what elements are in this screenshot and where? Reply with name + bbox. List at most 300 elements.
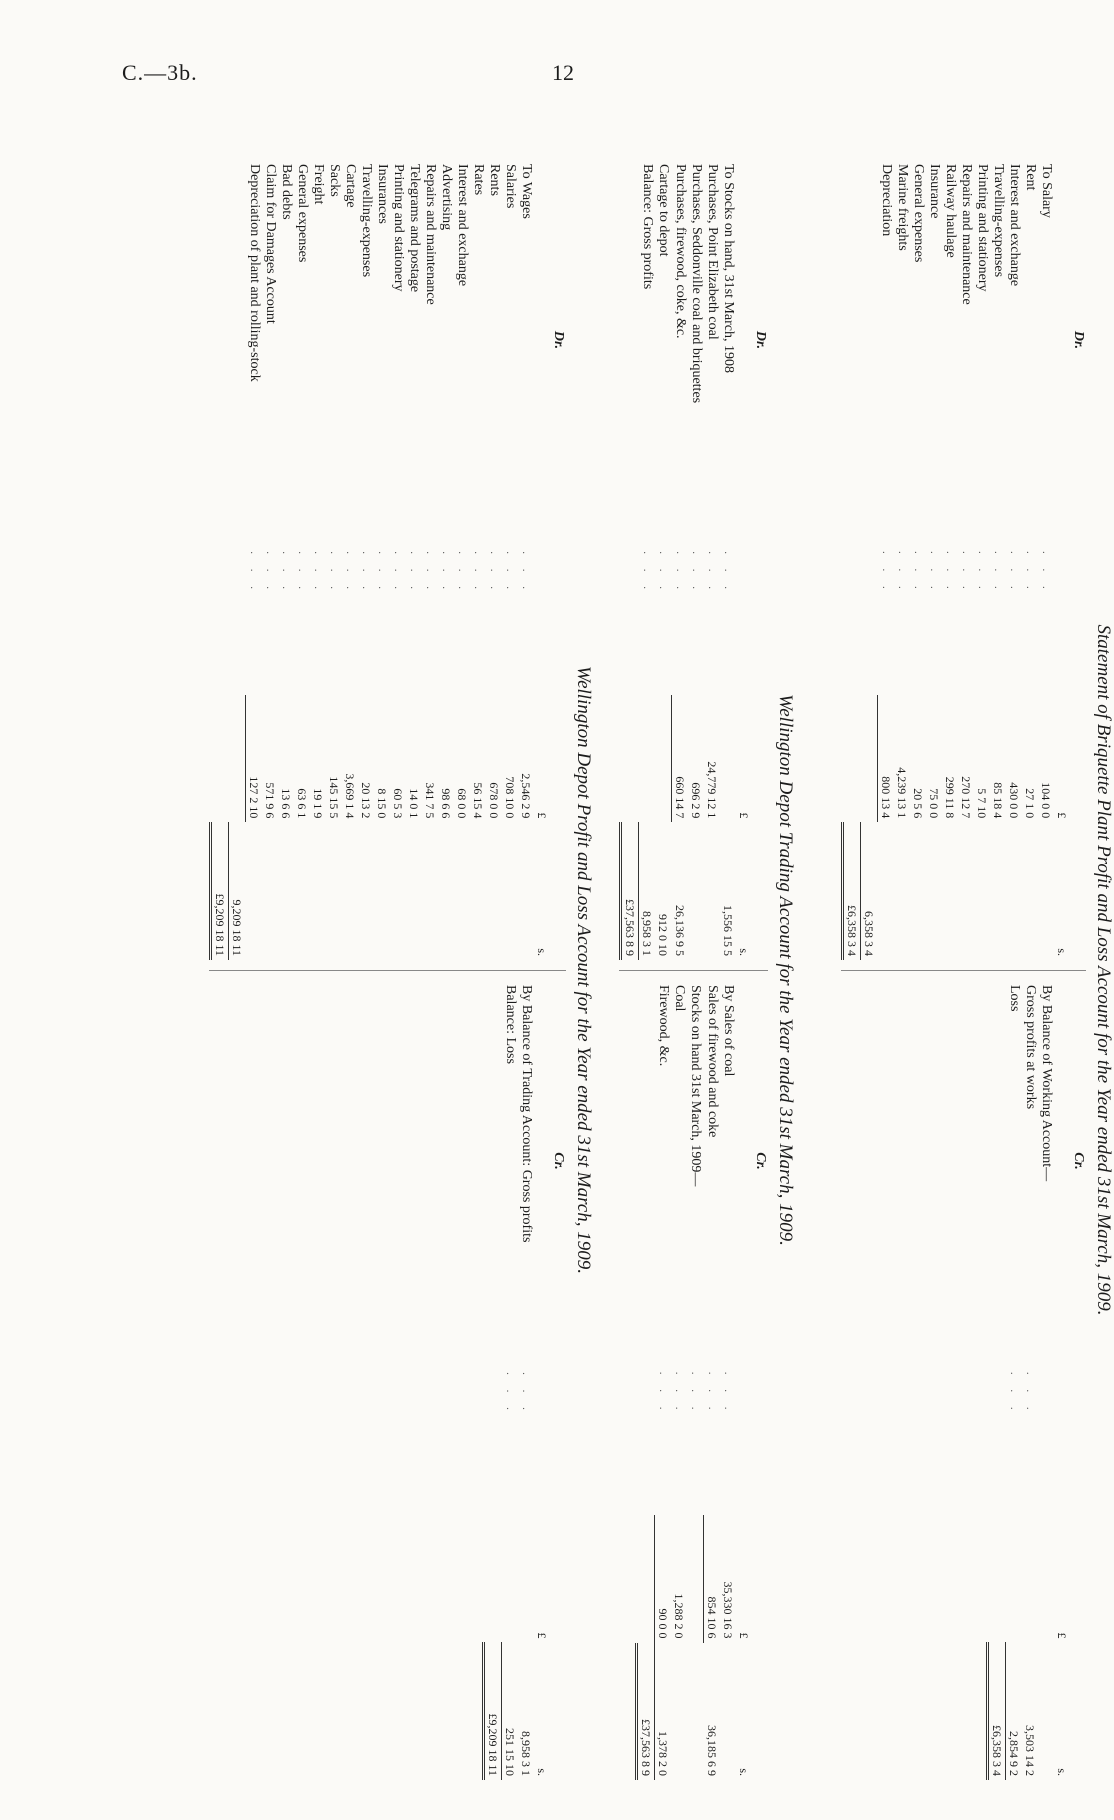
entry-label: Firewood, &c. bbox=[655, 985, 671, 1067]
entry-label: Insurance bbox=[927, 164, 942, 219]
table-row bbox=[229, 160, 246, 960]
leader-dots: . . . bbox=[392, 551, 404, 595]
entry-label: Rates bbox=[471, 164, 486, 196]
leader-dots: . . . bbox=[296, 551, 308, 595]
entry-amount bbox=[687, 1515, 704, 1643]
table-row bbox=[342, 160, 358, 960]
table-row bbox=[843, 160, 861, 960]
trading-debit-table bbox=[619, 160, 752, 960]
entry-extended-amount: 1,378 2 0 bbox=[656, 1731, 670, 1776]
entry-amount bbox=[655, 695, 672, 823]
leader-dots: . . . bbox=[960, 551, 972, 595]
table-row bbox=[704, 160, 720, 960]
blank-cell bbox=[484, 981, 502, 1368]
entry-amount: 63 6 1 bbox=[295, 788, 309, 819]
leader-dots: . . . bbox=[976, 551, 988, 595]
blank-cell bbox=[294, 822, 310, 960]
blank-cell bbox=[1038, 1515, 1054, 1642]
table-row bbox=[621, 160, 639, 960]
table-row bbox=[910, 160, 926, 960]
entry-amount: 24,779 12 1 bbox=[705, 761, 719, 819]
entry-label: General expenses bbox=[295, 164, 310, 263]
table-row bbox=[926, 160, 942, 960]
leader-dots: . . . bbox=[312, 551, 324, 595]
entry-amount: 430 0 0 bbox=[1007, 782, 1021, 819]
blank-cell bbox=[342, 822, 358, 960]
currency-header-units: s. bbox=[1055, 948, 1069, 956]
leader-dots: . . . bbox=[503, 1372, 516, 1416]
entry-amount: 270 12 7 bbox=[959, 776, 973, 819]
blank-cell bbox=[454, 822, 470, 960]
currency-header: £ bbox=[1055, 1632, 1069, 1639]
currency-header-units: s. bbox=[1055, 1768, 1069, 1776]
blank-cell bbox=[1054, 1368, 1070, 1515]
entry-amount: 4,239 13 1 bbox=[895, 767, 909, 819]
table-row bbox=[1038, 160, 1054, 960]
entry-amount: 56 15 4 bbox=[471, 782, 485, 819]
table-row bbox=[326, 160, 342, 960]
entry-amount: 127 2 10 bbox=[246, 695, 263, 823]
leader-dots: . . . bbox=[424, 551, 436, 595]
entry-label: Balance: Gross profits bbox=[639, 164, 655, 290]
pl-cr-label: Cr. bbox=[551, 1152, 566, 1170]
blank-cell bbox=[988, 1515, 1006, 1642]
entry-amount: 2,546 2 9 bbox=[519, 773, 533, 819]
table-row bbox=[671, 981, 687, 1780]
leader-dots: . . . bbox=[360, 551, 372, 595]
entry-extended-amount bbox=[688, 822, 704, 960]
blank-cell bbox=[484, 1515, 502, 1642]
blank-cell bbox=[374, 822, 390, 960]
blank-cell bbox=[310, 822, 326, 960]
entry-extended-amount: 8,958 3 1 bbox=[640, 911, 654, 956]
blank-cell bbox=[974, 822, 990, 960]
blank-cell bbox=[988, 1368, 1006, 1515]
leader-dots: . . . bbox=[328, 551, 340, 595]
subtotal-amount: 9,209 18 11 bbox=[230, 899, 245, 956]
blank-cell bbox=[1038, 822, 1054, 960]
currency-header: £ bbox=[737, 1632, 751, 1639]
blank-cell bbox=[861, 547, 878, 695]
table-row bbox=[655, 160, 672, 960]
blank-cell bbox=[486, 822, 502, 960]
entry-amount: 8 15 0 bbox=[375, 788, 389, 819]
blank-cell bbox=[390, 822, 406, 960]
blank-cell bbox=[484, 1368, 502, 1515]
total-amount: £9,209 18 11 bbox=[484, 1642, 502, 1780]
blank-cell bbox=[1054, 160, 1070, 547]
table-row bbox=[438, 160, 454, 960]
blank-cell bbox=[470, 822, 486, 960]
leader-dots: . . . bbox=[376, 551, 388, 595]
blank-cell bbox=[358, 822, 374, 960]
table-row bbox=[894, 160, 910, 960]
blank-cell bbox=[843, 160, 861, 547]
leader-dots: . . . bbox=[504, 551, 516, 595]
leader-dots: . . . bbox=[472, 551, 484, 595]
blank-cell bbox=[1006, 822, 1022, 960]
table-row bbox=[518, 981, 534, 1780]
table-row bbox=[211, 160, 229, 960]
blank-cell bbox=[406, 822, 422, 960]
pl-dr-label: Dr. bbox=[551, 330, 566, 350]
briquette-credit-table bbox=[986, 981, 1070, 1780]
entry-extended-amount: 26,136 9 5 bbox=[672, 905, 687, 956]
blank-cell bbox=[1038, 1368, 1054, 1515]
leader-dots: . . . bbox=[264, 551, 276, 595]
blank-cell bbox=[637, 1368, 655, 1515]
entry-amount: 660 14 7 bbox=[672, 695, 689, 823]
leader-dots: . . . bbox=[992, 551, 1004, 595]
blank-cell bbox=[534, 1368, 550, 1515]
entry-amount: 854 10 6 bbox=[704, 1515, 721, 1643]
entry-extended-amount: 1,556 15 5 bbox=[721, 905, 735, 956]
leader-dots: . . . bbox=[1024, 1371, 1036, 1416]
blank-cell bbox=[861, 160, 878, 547]
entry-label: Insurances bbox=[375, 164, 390, 224]
table-row bbox=[958, 160, 974, 960]
blank-cell bbox=[621, 547, 639, 694]
trading-section bbox=[619, 160, 796, 1780]
leader-dots: . . . bbox=[706, 551, 718, 595]
table-row bbox=[358, 160, 374, 960]
total-amount: £6,358 3 4 bbox=[988, 1642, 1006, 1780]
table-row bbox=[278, 160, 294, 960]
leader-dots: . . . bbox=[640, 551, 653, 595]
entry-label: By Balance of Trading Account: Gross profits bbox=[519, 985, 534, 1243]
blank-cell bbox=[438, 822, 454, 960]
blank-cell bbox=[736, 160, 752, 547]
leader-dots: . . . bbox=[896, 551, 908, 595]
entry-amount: 20 13 2 bbox=[359, 782, 373, 819]
entry-label: Sacks bbox=[327, 164, 342, 197]
blank-cell bbox=[1006, 1515, 1023, 1642]
entry-label: Depreciation of plant and rolling-stock bbox=[246, 164, 262, 382]
entry-label: To Salary bbox=[1039, 164, 1054, 218]
table-row bbox=[655, 981, 672, 1780]
entry-extended-amount bbox=[687, 1643, 704, 1780]
leader-dots: . . . bbox=[689, 1371, 702, 1416]
table-row bbox=[294, 160, 310, 960]
table-row bbox=[534, 981, 550, 1780]
document-code: C.—3b. bbox=[122, 60, 198, 85]
blank-cell bbox=[910, 822, 926, 960]
table-row bbox=[1006, 981, 1023, 1780]
entry-amount: 35,330 16 3 bbox=[721, 1581, 735, 1639]
entry-label: Printing and stationery bbox=[975, 164, 990, 292]
blank-cell bbox=[211, 695, 229, 823]
blank-cell bbox=[229, 547, 246, 695]
entry-amount: 104 0 0 bbox=[1039, 782, 1053, 819]
entry-label: Purchases, Seddonville coal and briquettes bbox=[689, 164, 704, 404]
entry-label: Salaries bbox=[503, 164, 518, 209]
entry-amount: 5 7 10 bbox=[975, 788, 989, 819]
entry-label: Rents bbox=[487, 164, 502, 196]
leader-dots: . . . bbox=[705, 1371, 718, 1416]
table-row bbox=[246, 160, 263, 960]
entry-amount: 1,288 2 0 bbox=[672, 1593, 686, 1639]
total-amount: £37,563 8 9 bbox=[621, 822, 639, 960]
table-row bbox=[1022, 981, 1038, 1780]
blank-cell bbox=[637, 981, 655, 1368]
entry-amount: 299 11 8 bbox=[943, 776, 957, 819]
briquette-title: Statement of Briquette Plant Profit and Loss Account for the Year ended 31st March, 1909. bbox=[1093, 624, 1114, 1316]
blank-cell bbox=[534, 160, 550, 547]
trading-cr-label: Cr. bbox=[753, 1152, 768, 1170]
entry-label: Claim for Damages Account bbox=[263, 164, 278, 324]
entry-label: Travelling-expenses bbox=[991, 164, 1006, 278]
table-row bbox=[687, 981, 704, 1780]
entry-label: Interest and exchange bbox=[1007, 164, 1022, 287]
leader-dots: . . . bbox=[673, 1371, 685, 1416]
leader-dots: . . . bbox=[657, 551, 670, 595]
blank-cell bbox=[990, 822, 1006, 960]
entry-label: Bad debts bbox=[279, 164, 294, 220]
entry-heading: By Balance of Working Account— bbox=[1039, 985, 1054, 1182]
currency-header-units: s. bbox=[535, 948, 549, 956]
entry-amount: 8,958 3 1 bbox=[519, 1731, 533, 1776]
blank-cell bbox=[958, 822, 974, 960]
pl-section bbox=[210, 160, 595, 1780]
leader-dots: . . . bbox=[912, 551, 924, 595]
pl-debit-side bbox=[210, 160, 567, 970]
entry-amount: 98 6 6 bbox=[439, 788, 453, 819]
entry-label: Marine freights bbox=[895, 164, 910, 251]
table-row bbox=[406, 160, 422, 960]
entry-label: Interest and exchange bbox=[455, 164, 470, 287]
pl-credit-table bbox=[482, 981, 550, 1780]
table-row bbox=[974, 160, 990, 960]
currency-header-units: s. bbox=[737, 1768, 751, 1776]
briquette-cr-label: Cr. bbox=[1071, 1152, 1086, 1170]
entry-label: Travelling-expenses bbox=[359, 164, 374, 278]
blank-cell bbox=[1022, 822, 1038, 960]
table-row bbox=[534, 160, 550, 960]
entry-amount: 90 0 0 bbox=[655, 1515, 672, 1643]
blank-cell bbox=[326, 822, 342, 960]
leader-dots: . . . bbox=[656, 1371, 669, 1416]
table-row bbox=[1038, 981, 1054, 1780]
entry-extended-amount: 912 0 10 bbox=[656, 914, 671, 956]
table-row bbox=[988, 981, 1006, 1780]
trading-credit-table bbox=[635, 981, 752, 1780]
entry-amount bbox=[720, 695, 736, 823]
leader-dots: . . . bbox=[280, 551, 292, 595]
leader-dots: . . . bbox=[520, 1372, 532, 1416]
table-row bbox=[736, 981, 752, 1780]
blank-cell bbox=[926, 822, 942, 960]
blank-cell bbox=[246, 822, 263, 960]
trading-dr-label: Dr. bbox=[753, 330, 768, 350]
table-row bbox=[720, 981, 736, 1780]
table-row bbox=[990, 160, 1006, 960]
blank-cell bbox=[211, 160, 229, 547]
entry-label: General expenses bbox=[911, 164, 926, 263]
table-row bbox=[374, 160, 390, 960]
entry-label: Freight bbox=[311, 164, 326, 205]
table-row bbox=[688, 160, 704, 960]
table-row bbox=[518, 160, 534, 960]
briquette-debit-table bbox=[842, 160, 1071, 960]
entry-amount: 145 15 5 bbox=[327, 776, 341, 819]
table-row bbox=[484, 981, 502, 1780]
blank-cell bbox=[262, 822, 278, 960]
leader-dots: . . . bbox=[408, 551, 420, 595]
entry-label: Sales of firewood and coke bbox=[704, 985, 720, 1138]
blank-cell bbox=[534, 547, 550, 695]
entry-label: Depreciation bbox=[878, 164, 894, 237]
table-row bbox=[502, 160, 518, 960]
entry-amount: 27 1 0 bbox=[1023, 788, 1037, 819]
leader-dots: . . . bbox=[722, 551, 734, 595]
table-row bbox=[736, 160, 752, 960]
briquette-section bbox=[842, 160, 1114, 1780]
table-row bbox=[639, 160, 656, 960]
leader-dots: . . . bbox=[1008, 551, 1020, 595]
blank-cell bbox=[211, 547, 229, 695]
leader-dots: . . . bbox=[247, 551, 260, 595]
entry-amount bbox=[639, 695, 656, 823]
entry-amount: 20 5 6 bbox=[911, 788, 925, 819]
entry-label: Cartage to depot bbox=[656, 164, 672, 257]
total-amount: £9,209 18 11 bbox=[211, 822, 229, 960]
entry-amount: 800 13 4 bbox=[878, 695, 895, 823]
leader-dots: . . . bbox=[520, 551, 532, 595]
blank-cell bbox=[278, 822, 294, 960]
briquette-debit-side bbox=[842, 160, 1087, 970]
blank-cell bbox=[621, 160, 639, 547]
entry-amount: 571 9 6 bbox=[263, 782, 277, 819]
table-row bbox=[1054, 160, 1070, 960]
blank-cell bbox=[894, 822, 910, 960]
entry-label: Stocks on hand 31st March, 1909— bbox=[688, 985, 704, 1187]
blank-cell bbox=[1022, 1515, 1038, 1642]
blank-cell bbox=[534, 981, 550, 1368]
blank-cell bbox=[736, 547, 752, 694]
blank-cell bbox=[502, 822, 518, 960]
currency-header: £ bbox=[535, 812, 549, 819]
currency-header-units: s. bbox=[737, 948, 751, 956]
total-amount: £37,563 8 9 bbox=[637, 1643, 655, 1780]
entry-amount: 696 2 9 bbox=[689, 782, 703, 819]
entry-amount: 13 6 6 bbox=[279, 788, 293, 819]
leader-dots: . . . bbox=[879, 551, 892, 595]
blank-cell bbox=[736, 981, 752, 1368]
table-row bbox=[454, 160, 470, 960]
entry-amount: 251 15 10 bbox=[503, 1728, 517, 1776]
leader-dots: . . . bbox=[440, 551, 452, 595]
entry-label: Repairs and maintenance bbox=[959, 164, 974, 305]
table-row bbox=[502, 981, 519, 1780]
entry-label: Repairs and maintenance bbox=[423, 164, 438, 305]
trading-credit-side bbox=[619, 970, 768, 1780]
blank-cell bbox=[1054, 547, 1070, 695]
currency-header-units: s. bbox=[535, 1768, 549, 1776]
leader-dots: . . . bbox=[344, 551, 356, 595]
blank-cell bbox=[229, 695, 246, 823]
entry-label: Purchases, Point Elizabeth coal bbox=[705, 164, 720, 340]
entry-label: Rent bbox=[1023, 164, 1038, 191]
blank-cell bbox=[843, 547, 861, 695]
entry-label: Railway haulage bbox=[943, 164, 958, 258]
leader-dots: . . . bbox=[673, 551, 686, 595]
total-amount: £6,358 3 4 bbox=[843, 822, 861, 960]
entry-extended-amount bbox=[720, 1643, 736, 1780]
table-row bbox=[672, 160, 689, 960]
entry-amount: 68 0 0 bbox=[455, 788, 469, 819]
table-row bbox=[1006, 160, 1022, 960]
blank-cell bbox=[843, 695, 861, 823]
entry-label: To Wages bbox=[519, 164, 534, 219]
blank-cell bbox=[942, 822, 958, 960]
table-row bbox=[878, 160, 895, 960]
entry-label: Coal bbox=[672, 985, 687, 1012]
blank-cell bbox=[736, 1368, 752, 1515]
blank-cell bbox=[229, 160, 246, 547]
leader-dots: . . . bbox=[1007, 1371, 1020, 1416]
leader-dots: . . . bbox=[690, 551, 702, 595]
blank-cell bbox=[422, 822, 438, 960]
pl-title: Wellington Depot Profit and Loss Account for the Year ended 31st March, 1909. bbox=[573, 666, 594, 1274]
blank-cell bbox=[502, 1515, 519, 1642]
subtotal-amount: 6,358 3 4 bbox=[862, 911, 877, 956]
table-row bbox=[486, 160, 502, 960]
table-row bbox=[1054, 981, 1070, 1780]
blank-cell bbox=[1038, 1642, 1054, 1780]
blank-cell bbox=[518, 1515, 534, 1642]
trading-title: Wellington Depot Trading Account for the Year ended 31st March, 1909. bbox=[775, 694, 796, 1246]
entry-amount: 2,854 9 2 bbox=[1007, 1731, 1021, 1776]
table-row bbox=[720, 160, 736, 960]
entry-label: By Sales of coal bbox=[721, 985, 736, 1077]
currency-header: £ bbox=[737, 812, 751, 819]
entry-amount: 85 18 4 bbox=[991, 782, 1005, 819]
currency-header: £ bbox=[535, 1632, 549, 1639]
table-row bbox=[704, 981, 721, 1780]
entry-amount: 708 10 0 bbox=[503, 776, 517, 819]
entry-label: Telegrams and postage bbox=[407, 164, 422, 293]
trading-debit-side bbox=[619, 160, 768, 970]
table-row bbox=[422, 160, 438, 960]
leader-dots: . . . bbox=[488, 551, 500, 595]
leader-dots: . . . bbox=[944, 551, 956, 595]
table-row bbox=[470, 160, 486, 960]
entry-amount: 3,503 14 2 bbox=[1023, 1725, 1037, 1776]
entry-amount: 14 0 1 bbox=[407, 788, 421, 819]
entry-extended-amount bbox=[704, 822, 720, 960]
blank-cell bbox=[621, 695, 639, 823]
blank-cell bbox=[861, 695, 878, 823]
entry-amount: 19 1 9 bbox=[311, 788, 325, 819]
pl-debit-table bbox=[210, 160, 551, 960]
blank-cell bbox=[637, 1515, 655, 1643]
entry-amount: 60 5 3 bbox=[391, 788, 405, 819]
entry-amount: 75 0 0 bbox=[927, 788, 941, 819]
entry-extended-amount bbox=[671, 1643, 687, 1780]
currency-header: £ bbox=[1055, 812, 1069, 819]
entry-label: Advertising bbox=[439, 164, 454, 231]
entry-label: Loss bbox=[1006, 985, 1022, 1012]
entry-amount: 3,669 1 4 bbox=[343, 773, 357, 819]
table-row bbox=[310, 160, 326, 960]
entry-label: Printing and stationery bbox=[391, 164, 406, 292]
entry-label: Gross profits at works bbox=[1023, 985, 1038, 1110]
entry-label: To Stocks on hand, 31st March, 1908 bbox=[721, 164, 736, 374]
leader-dots: . . . bbox=[456, 551, 468, 595]
leader-dots: . . . bbox=[1024, 551, 1036, 595]
leader-dots: . . . bbox=[722, 1371, 734, 1416]
entry-extended-amount: 36,185 6 9 bbox=[704, 1725, 719, 1776]
